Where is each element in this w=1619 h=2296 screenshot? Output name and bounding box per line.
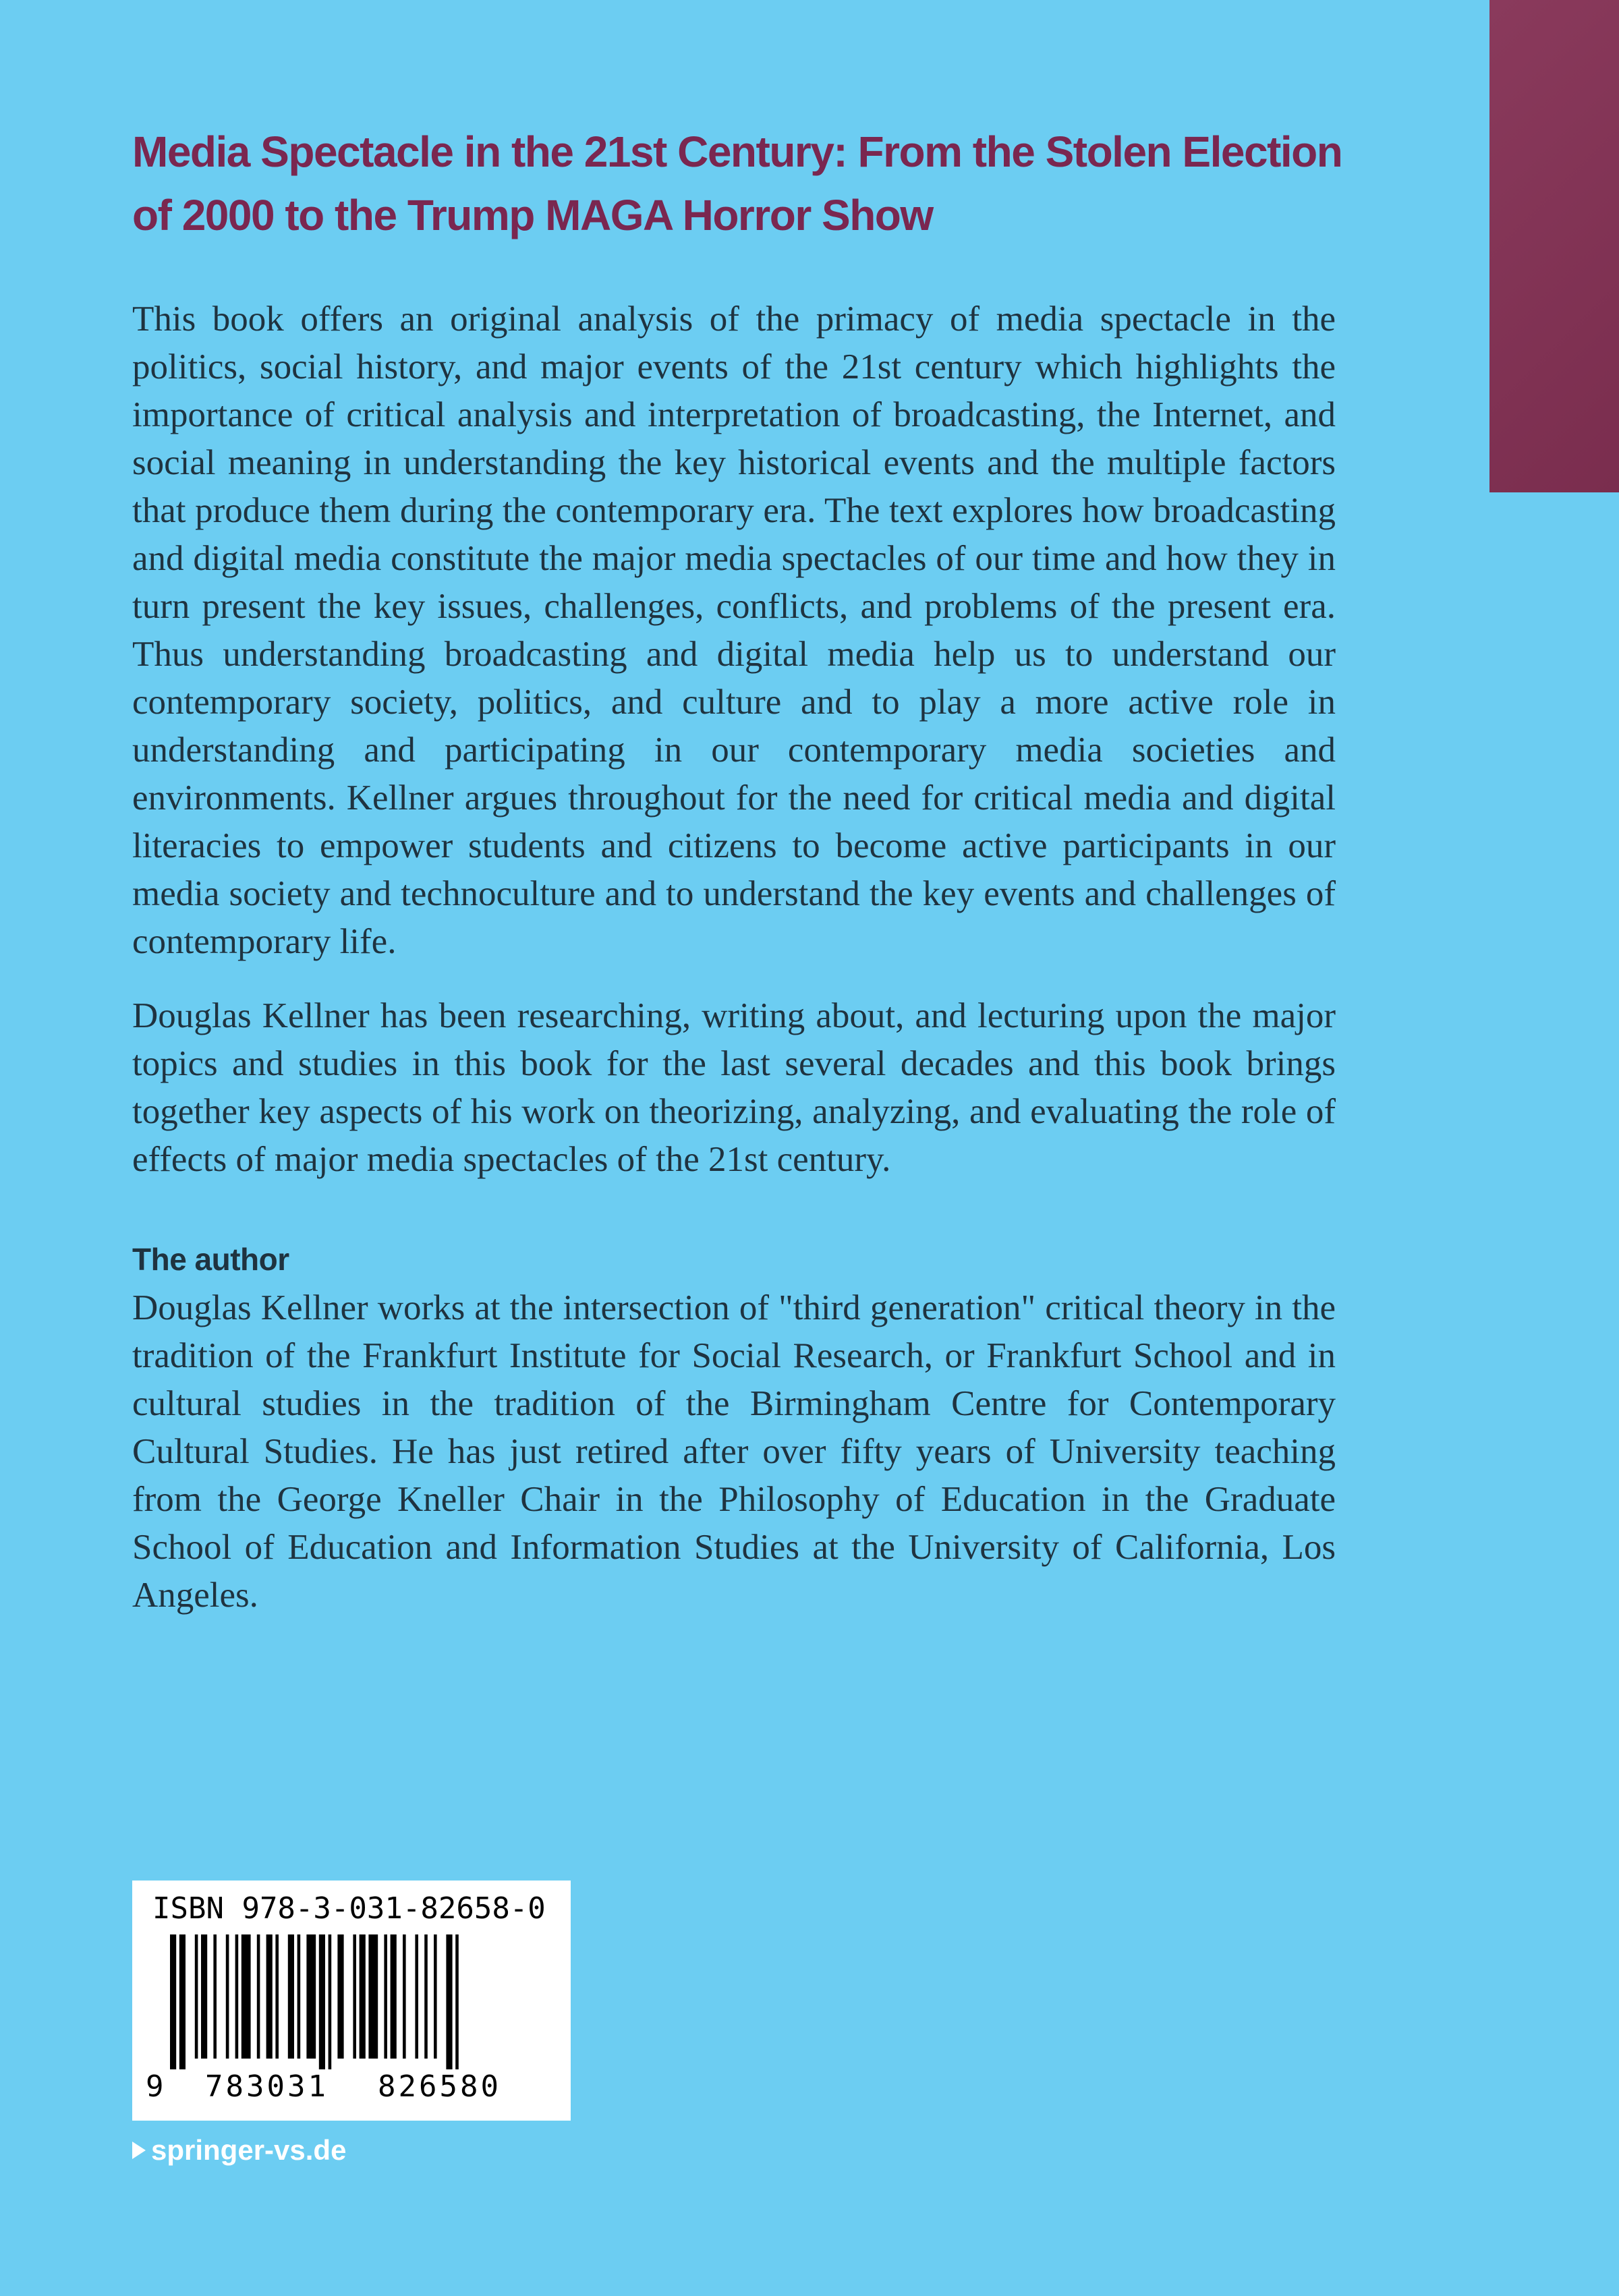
publisher-website-text: springer-vs.de: [151, 2134, 347, 2166]
barcode-bar: [242, 1934, 251, 2059]
barcode-bar: [213, 1934, 217, 2059]
isbn-barcode: [132, 1881, 571, 2121]
barcode-bar: [266, 1934, 273, 2059]
barcode-bar: [360, 1934, 366, 2059]
barcode-digits-left: 783031: [205, 2069, 329, 2104]
barcode-bar: [455, 1934, 459, 2069]
barcode-digit-first: 9: [146, 2069, 164, 2104]
barcode-bar: [226, 1934, 229, 2059]
isbn-label: ISBN 978-3-031-82658-0: [152, 1891, 546, 1926]
author-bio: Douglas Kellner works at the intersection of "third generation" critical theory in the tradition of the Frankfurt Institute for Social Research, or Frankfurt School and in cultural studies in the tradition of the Birmingham Centre for Contemporary Cultural Studies. He has just retired after over fifty years of University teaching from the George Kneller Chair in the Philosophy of Education in the Graduate School of Education and Information Studies at the University of California, Los Angeles.: [132, 1288, 1336, 1615]
barcode-bars: [170, 1934, 534, 2069]
description-paragraph-1: This book offers an original analysis of the primacy of media spectacle in the politics, social history, and major events of the 21st century which highlights the importance of critical analysis and interpretation of broadcasting, the Internet, and social meaning in understanding the key historical events and the multiple factors that produce them during the contemporary era. The text explores how broadcasting and digital media constitute the major media spectacles of our time and how they in turn present the key issues, challenges, conflicts, and problems of the present era. Thus understanding broadcasting and digital media help us to understand our contemporary society, politics, and culture and to play a more active role in understanding and participating in our contemporary media societies and environments. Kellner argues throughout for the need for critical media and digital literacies to empower students and citizens to become active participants in our media society and technoculture and to understand the key events and challenges of contemporary life.: [132, 299, 1336, 961]
barcode-bar: [403, 1934, 406, 2059]
barcode-bar: [446, 1934, 452, 2069]
barcode-bar: [368, 1934, 378, 2059]
play-triangle-icon: [132, 2142, 146, 2159]
barcode-bar: [170, 1934, 176, 2069]
book-title-line-1: Media Spectacle in the 21st Century: From the Stolen Election: [132, 127, 1342, 176]
cover-accent-bar: [1489, 0, 1619, 492]
description-paragraph-2: Douglas Kellner has been researching, writing about, and lecturing upon the major topics and studies in this book for the last several decades and this book brings together key aspects of his work on theorizing, analyzing, and evaluating the role of effects of major media spectacles of the 21st century.: [132, 996, 1336, 1179]
barcode-digits-right: 826580: [378, 2069, 501, 2104]
barcode-bar: [415, 1934, 418, 2059]
author-heading: The author: [132, 1242, 289, 1277]
publisher-website-link[interactable]: [132, 2131, 346, 2169]
barcode-bar: [306, 1934, 316, 2059]
barcode-bar: [257, 1934, 260, 2059]
barcode-bar: [288, 1934, 294, 2059]
barcode-bar: [424, 1934, 428, 2059]
barcode-bar: [329, 1934, 332, 2069]
barcode-bar: [434, 1934, 437, 2059]
book-title: [132, 120, 1414, 247]
barcode-bar: [297, 1934, 301, 2059]
barcode-bar: [319, 1934, 325, 2069]
barcode-bar: [179, 1934, 186, 2069]
barcode-bar: [337, 1934, 343, 2059]
barcode-bar: [384, 1934, 387, 2059]
barcode-bar: [195, 1934, 198, 2059]
barcode-bar: [275, 1934, 279, 2059]
barcode-bar: [353, 1934, 356, 2059]
barcode-bar: [391, 1934, 397, 2059]
book-title-line-2: of 2000 to the Trump MAGA Horror Show: [132, 191, 933, 239]
barcode-bar: [235, 1934, 239, 2059]
barcode-bar: [201, 1934, 207, 2059]
